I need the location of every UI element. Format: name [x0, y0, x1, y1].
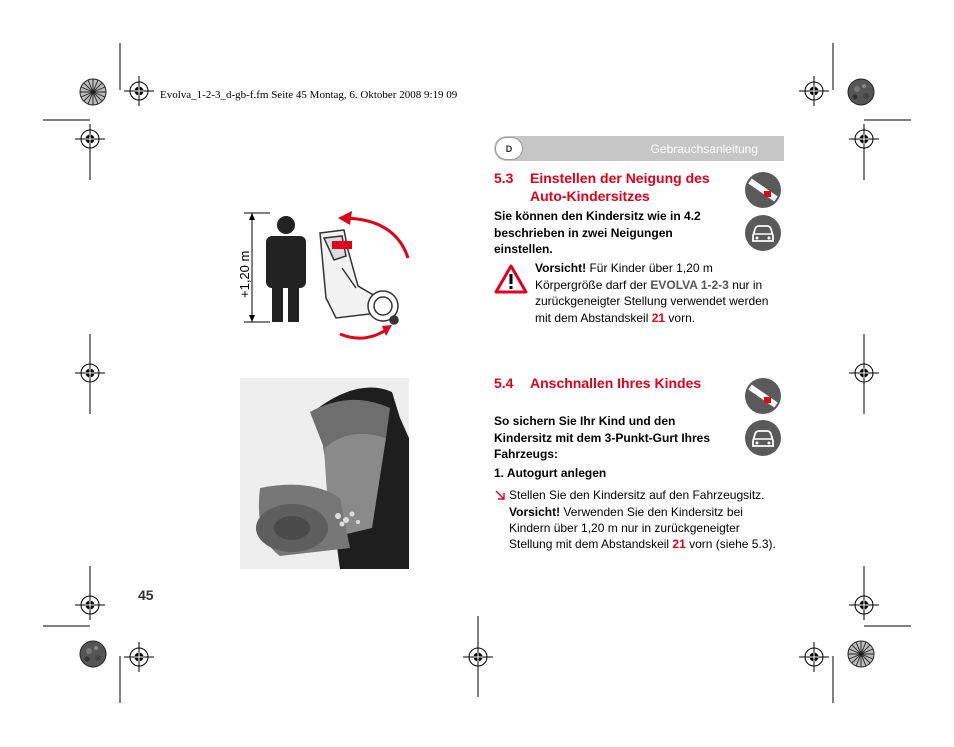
- section-53-caution-line2: [535, 277, 762, 294]
- belt-icon: [744, 171, 782, 209]
- car-icon: [744, 419, 782, 457]
- caution-text: Verwenden Sie den Kindersitz bei: [560, 505, 743, 519]
- page-number: 45: [138, 587, 154, 603]
- section-54-caution-line2: Kindern über 1,20 m nur in zurückgeneigter: [509, 521, 740, 535]
- section-54-caution-line1: [509, 504, 743, 521]
- car-icon: [744, 214, 782, 252]
- caution-label: Vorsicht!: [509, 505, 561, 519]
- caution-text: vorn.: [665, 311, 696, 325]
- warning-triangle-icon: [494, 264, 528, 294]
- section-54-intro-line2: Kindersitz mit dem 3-Punkt-Gurt Ihres: [494, 431, 711, 445]
- section-53-caution-line3: zurückgeneigter Stellung verwendet werden: [535, 294, 769, 308]
- section-53-intro-line3: einstellen.: [494, 242, 553, 256]
- reference-number: 21: [672, 537, 686, 551]
- section-53-title-line2: Auto-Kindersitzes: [530, 188, 650, 204]
- section-53-intro-line1: Sie können den Kindersitz wie in 4.2: [494, 209, 701, 223]
- caution-label: Vorsicht!: [535, 261, 587, 275]
- section-54-number: 5.4: [494, 375, 514, 391]
- section-54-bullet-line1: Stellen Sie den Kindersitz auf den Fahrzeugsitz.: [509, 488, 765, 502]
- section-54-intro-line1: So sichern Sie Ihr Kind und den: [494, 414, 676, 428]
- caution-text: Körpergröße darf der: [535, 278, 651, 292]
- recline-illustration: [236, 208, 416, 348]
- caution-text: vorn (siehe 5.3).: [685, 537, 776, 551]
- caution-text: nur in: [728, 278, 763, 292]
- section-53-caution-line1: [535, 260, 713, 277]
- section-53-number: 5.3: [494, 170, 514, 186]
- caution-text: mit dem Abstandskeil: [535, 311, 652, 325]
- file-info-header: Evolva_1-2-3_d-gb-f.fm Seite 45 Montag, 6. Oktober 2008 9:19 09: [160, 89, 458, 101]
- section-tab-label: Gebrauchsanleitung: [650, 142, 758, 156]
- section-54-title: Anschnallen Ihres Kindes: [530, 375, 702, 391]
- section-53-caution-line4: [535, 310, 695, 327]
- section-53-intro-line2: beschrieben in zwei Neigungen: [494, 226, 673, 240]
- section-53-title-line1: Einstellen der Neigung des: [530, 170, 710, 186]
- product-name: EVOLVA 1-2-3: [650, 278, 729, 292]
- child-seat-photo: [240, 378, 409, 569]
- height-label: +1,20 m: [237, 250, 252, 298]
- section-54-intro-line3: Fahrzeugs:: [494, 447, 559, 461]
- language-badge: D: [495, 137, 523, 160]
- belt-icon: [744, 377, 782, 415]
- section-54-caution-line3: [509, 536, 776, 553]
- child-figure-icon: [266, 216, 306, 322]
- child-seat-drawing: [320, 230, 398, 324]
- caution-text: Für Kinder über 1,20 m: [586, 261, 713, 275]
- arrow-bullet-icon: [494, 489, 508, 501]
- reference-number: 21: [651, 311, 666, 325]
- caution-text: Stellung mit dem Abstandskeil: [509, 537, 673, 551]
- step-1-heading: 1. Autogurt anlegen: [494, 466, 607, 480]
